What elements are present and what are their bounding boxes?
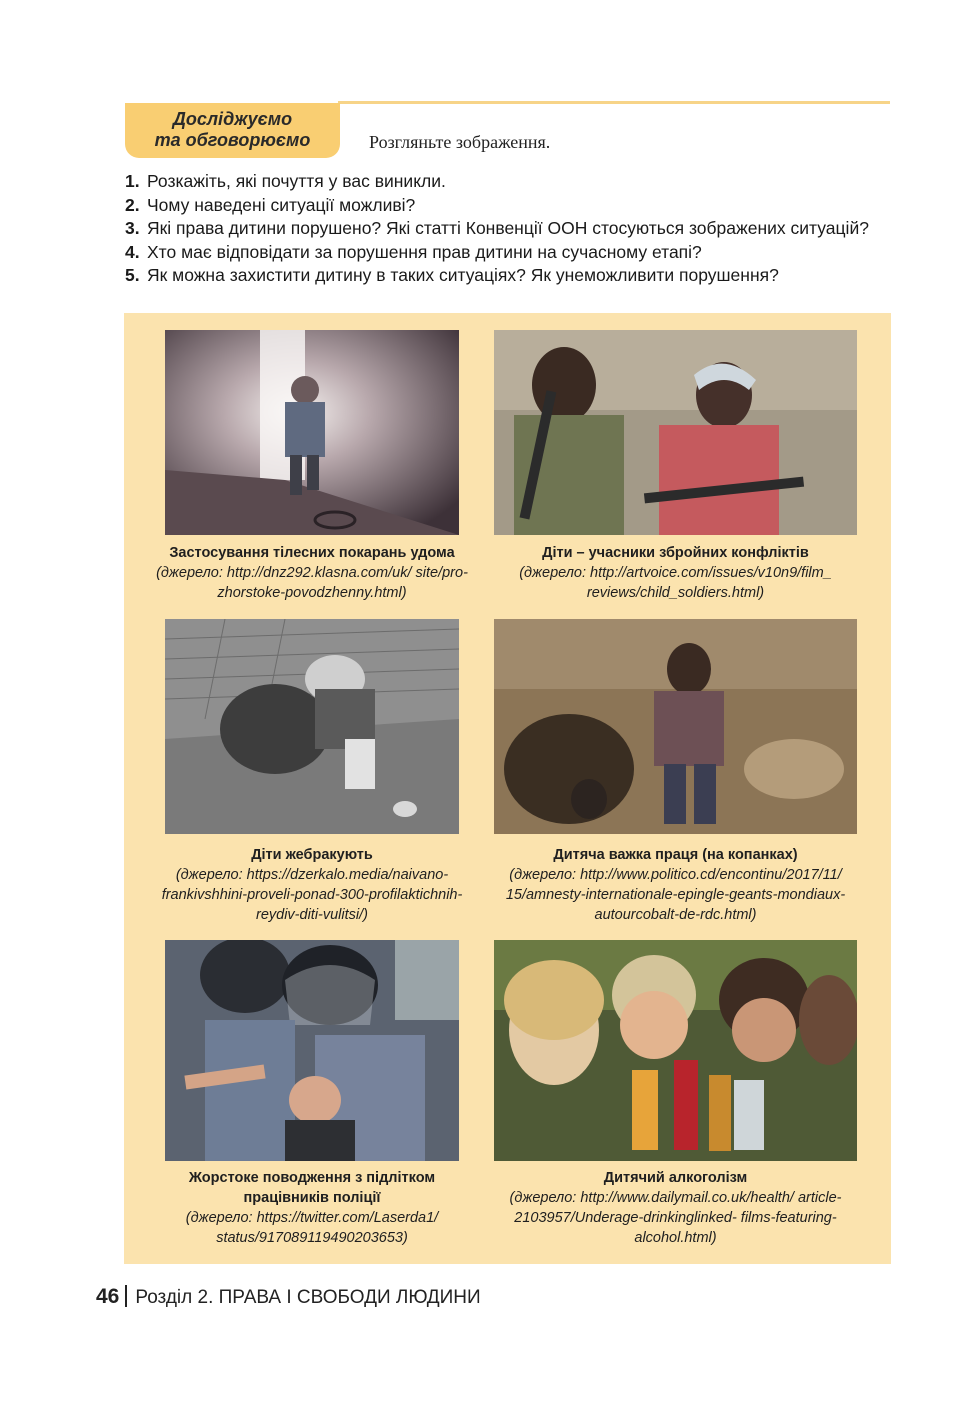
figure-source: (джерело: http://dnz292.klasna.com/uk/ site/pro-zhorstoke-povodzhenny.html) xyxy=(156,565,468,601)
figure-caption xyxy=(494,845,857,925)
question-number: 1. xyxy=(125,171,140,191)
figure-title: Жорстоке поводження з підлітком працівників поліції xyxy=(188,1170,436,1206)
figure-title: Застосування тілесних покарань удома xyxy=(169,545,455,561)
photo-corporal-punishment xyxy=(165,330,459,535)
question-text: Які права дитини порушено? Які статті Конвенції ООН стосуються зображених ситуацій? xyxy=(147,218,869,238)
question-text: Хто має відповідати за порушення прав дитини на сучасному етапі? xyxy=(147,241,702,262)
figure-title: Дитяча важка праця (на копанках) xyxy=(553,847,798,863)
badge-line-1: Досліджуємо xyxy=(172,109,293,129)
question-number: 2. xyxy=(125,194,140,215)
page-footer xyxy=(96,1285,481,1309)
figure-source: (джерело: http://artvoice.com/issues/v10n9/film_ reviews/child_soldiers.html) xyxy=(519,565,832,601)
photo-begging-children xyxy=(165,619,459,834)
question-item xyxy=(125,217,869,241)
figure-caption xyxy=(494,1168,857,1248)
question-text: Як можна захистити дитину в таких ситуаціях? Як унеможливити порушення? xyxy=(147,265,779,285)
question-number: 5. xyxy=(125,265,140,285)
figure-title: Діти – учасники збройних конфліктів xyxy=(542,545,809,561)
figure-source: (джерело: http://www.dailymail.co.uk/health/ article-2103957/Underage-drinkinglinked- films-featuring-alcohol.html) xyxy=(509,1190,842,1246)
page-number: 46 xyxy=(96,1285,120,1308)
question-item xyxy=(125,194,869,218)
question-text: Чому наведені ситуації можливі? xyxy=(147,194,416,215)
photo-child-soldiers xyxy=(494,330,857,535)
photo-child-labour xyxy=(494,619,857,834)
figure-caption xyxy=(150,543,474,603)
photo-police-teen xyxy=(165,940,459,1161)
question-list xyxy=(125,170,869,288)
badge-line-2: та обговорюємо xyxy=(154,130,311,150)
footer-divider xyxy=(125,1285,127,1307)
question-item xyxy=(125,241,869,265)
figure-source: (джерело: https://twitter.com/Laserda1/ status/917089119490203653) xyxy=(185,1210,439,1246)
chapter-title: Розділ 2. ПРАВА І СВОБОДИ ЛЮДИНИ xyxy=(135,1287,481,1308)
figure-title: Дитячий алкоголізм xyxy=(603,1170,748,1186)
header-rule xyxy=(338,101,890,104)
figure-caption xyxy=(150,1168,474,1248)
figure-source: (джерело: http://www.politico.cd/encontinu/2017/11/ 15/amnesty-internationale-epingle-geants-mondiaux- autourcobalt-de-rdc.html) xyxy=(505,867,846,923)
question-number: 4. xyxy=(125,241,140,262)
question-item xyxy=(125,264,869,288)
figure-caption xyxy=(150,845,474,925)
question-number: 3. xyxy=(125,218,140,238)
photo-teen-alcohol xyxy=(494,940,857,1161)
intro-text: Розгляньте зображення. xyxy=(369,132,551,152)
question-item xyxy=(125,170,869,194)
figure-title: Діти жебракують xyxy=(251,847,373,863)
question-text: Розкажіть, які почуття у вас виникли. xyxy=(147,171,446,191)
section-badge xyxy=(125,103,340,158)
figure-source: (джерело: https://dzerkalo.media/naivano- frankivshhini-proveli-ponad-300-profilaktichnih- reydiv-diti-vulitsi/) xyxy=(161,867,463,923)
figure-caption xyxy=(494,543,857,603)
